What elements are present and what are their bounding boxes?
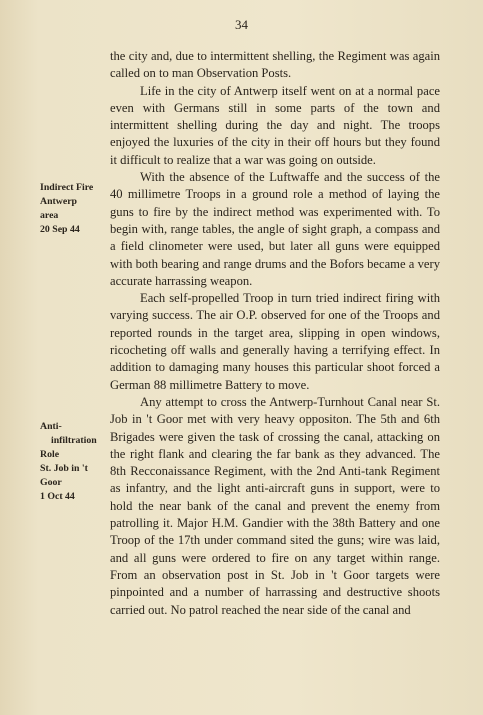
margin-note-line: Antwerp — [40, 196, 78, 207]
margin-note-line: Goor — [40, 477, 62, 488]
margin-note-line: Indirect Fire — [40, 182, 94, 193]
paragraph: With the absence of the Luftwaffe and the success of the 40 millimetre Troops in a ground role a method of laying the guns to fire by the indirect method was experimented with. To begin with, range tables, the angle of sight graph, a compass and a field clinometer were used, but later all guns were equipped with both bearing and range drums and the Bofors became a very accurate harrassing weapon. — [110, 170, 440, 288]
margin-note-line: Anti- — [40, 421, 62, 432]
body-text — [110, 48, 440, 619]
margin-note-line: Role — [40, 449, 60, 460]
margin-note-line: 1 Oct 44 — [40, 491, 75, 502]
margin-note-line: 20 Sep 44 — [40, 224, 80, 235]
margin-note-indirect-fire — [40, 181, 106, 237]
page-number: 34 — [235, 17, 248, 32]
margin-note-line: infiltration — [51, 435, 97, 446]
paragraph: Any attempt to cross the Antwerp-Turnhout Canal near St. Job in 't Goor met with very heavy oppositon. The 5th and 6th Brigades were given the task of crossing the canal, attacking on the right flank and clearing the far bank as they advanced. The 8th Recconaissance Regiment, with the 2nd Anti-tank Regiment as infantry, and the light anti-aircraft guns in support, were to hold the near bank of the canal and prevent the enemy from patrolling it. Major H.M. Gandier with the 38th Battery and one Troop of the 17th under command sited the guns; wire was laid, and all guns were ordered to fire on any target within range. From an observation post in St. Job in 't Goor targets were pinpointed and a number of harrassing and destructive shoots carried out. No patrol reached the near side of the canal and — [110, 394, 440, 617]
paragraph: Each self-propelled Troop in turn tried indirect firing with varying success. The air O.P. observed for one of the Troops and reported rounds in the target area, slipping in open windows, ricocheting off walls and generally having a terrifying effect. In addition to damaging many houses this particular shoot forced a German 88 millimetre Battery to move. — [110, 291, 440, 392]
paragraph: Life in the city of Antwerp itself went on at a normal pace even with Germans still in some parts of the town and intermittent shelling during the day and night. The troops enjoyed the luxuries of the city in their off hours but they found it difficult to realize that a war was going on outside. — [110, 83, 440, 167]
paragraph: the city and, due to intermittent shelling, the Regiment was again called on to man Observation Posts. — [110, 49, 440, 81]
margin-note-line: St. Job in 't — [40, 463, 88, 474]
margin-note-line: area — [40, 210, 59, 221]
margin-note-anti-infiltration — [40, 420, 106, 504]
